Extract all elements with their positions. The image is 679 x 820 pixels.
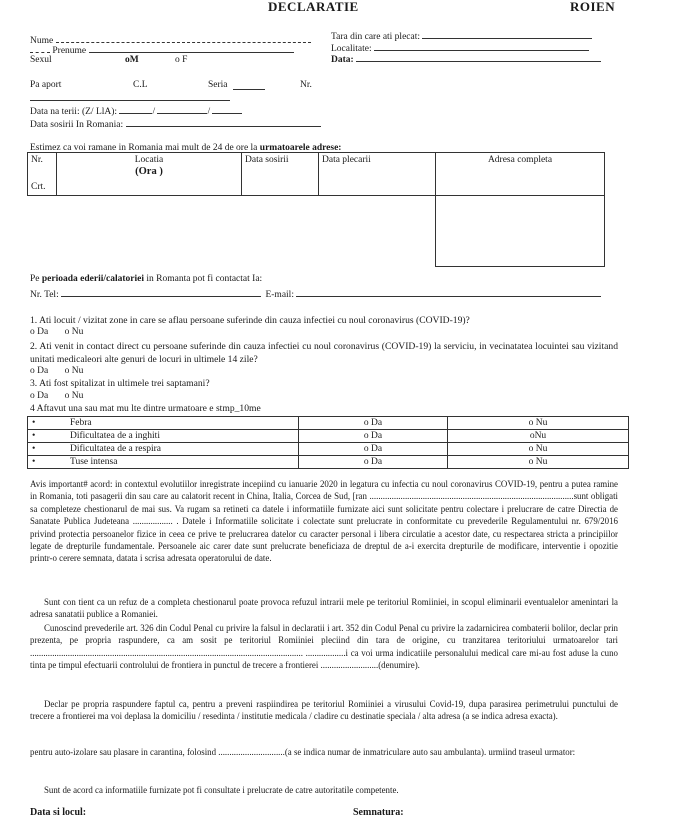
data-row bbox=[331, 53, 601, 66]
stay-intro-text: Estimez ca voi ramane in Romania mai mult de 24 de ore la bbox=[30, 143, 258, 153]
symptoms-table bbox=[27, 416, 629, 469]
symptom-nu-radio[interactable]: o Nu bbox=[448, 443, 629, 456]
symptom-name: Dificultatea de a respira bbox=[66, 443, 299, 456]
address-entry-cell[interactable] bbox=[436, 195, 605, 266]
data-sosirii-row bbox=[30, 118, 321, 131]
q1-answers bbox=[30, 327, 83, 338]
notice-paragraph-2: Sunt con tient ca un refuz de a completa chestionarul poate provoca refuzul intrarii mele pe teritoriul Romiiniei, in scopul eliminarii eventualelor amenintari la adresa sanatatii publice a Romaniei. bbox=[30, 597, 618, 620]
symptom-nu-radio[interactable]: o Nu bbox=[448, 417, 629, 430]
symptom-row bbox=[28, 417, 629, 430]
symptom-da-radio[interactable]: o Da bbox=[299, 443, 448, 456]
col-nr: Nr. Crt. bbox=[28, 153, 57, 196]
contact-intro-bold: perioada ederii/calatoriei bbox=[41, 274, 144, 284]
email-field[interactable] bbox=[296, 288, 601, 297]
question-2: 2. Ati venit in contact direct cu persoane suferinde din cauza infectiei cu noul coronavirus (COVID-19) la serviciu, in vecinatatea locuintei sau vizitand unitati medicaleori alte genuri de locuri in ultimele 14 zile? bbox=[30, 341, 618, 365]
sex-m-radio[interactable]: oM bbox=[125, 55, 139, 65]
col-oras: (Ora ) bbox=[135, 165, 163, 177]
tara-row bbox=[331, 30, 592, 43]
seria-field[interactable] bbox=[233, 80, 265, 90]
localitate-field[interactable] bbox=[374, 42, 589, 51]
notice-paragraph-4: Declar pe propria raspundere faptul ca, pentru a preveni raspiindirea pe teritoriul Romiiniei a virusului Covid-19, dupa parasirea perimetrului punctului de trecere a frontierei ma voi deplasa la domiciliu / resedinta / institutie medicala / cladire cu destinatie speciala / alta adresa (a se indica adresa exacta). bbox=[30, 699, 618, 722]
q2-nu-radio[interactable]: o Nu bbox=[64, 366, 84, 376]
prenume-label: Prenume bbox=[52, 46, 87, 56]
notice-paragraph-1: Avis important# acord: in contextul evolutiilor inregistrate incepiind cu ianuarie 2020 in legatura cu infectia cu noul coronavirus COVID-19, pentru a putea ramine in Romania, toti pasagerii din sau care au calatorit recent in China, Italia, Corcea de Sud, [ran ............................................................................................sunt obligati sa completeze chestionarul de mai sus. Va rugam sa retineti ca datele i informatiile furnizate aici sunt solicitate pentru colectare i prelucrare de catre Directia de Sanatate Publica Judeteana .................. . Datele i Informatiile solicitate i colectate sunt prelucrate in conformitate cu prevederile Regulamentului nr. 679/2016 privind protectia persoanelor fizice in ceea ce prive te prelucrarea datelor cu caracter personal i libera circulatie a acestor date, cu respectarea stricta a principiilor legate de drepturile fundamentale. Persoanele aic carer date sunt prelucrate beneficiaza de dreptul de a-i exercita drepturile de modificare, interventie i opozitie printr-o cerere semnata, datata i scrisa adresata operatorului de date. bbox=[30, 479, 618, 564]
birth-day-field[interactable] bbox=[119, 105, 152, 114]
question-4: 4 Aftavut una sau mat mu lte dintre urmatoare e stmp_10me bbox=[30, 403, 261, 414]
seria-label: Seria bbox=[208, 80, 228, 90]
data-sosirii-label: Data sosirii In Romania: bbox=[30, 120, 124, 130]
symptom-da-radio[interactable]: o Da bbox=[299, 417, 448, 430]
pasaport-label: Pa aport bbox=[30, 80, 62, 90]
question-1: 1. Ati locuit / vizitat zone in care se aflau persoane suferinde din cauza infectiei cu noul coronavirus (COVID-19)? bbox=[30, 315, 470, 326]
cl-label: C.L bbox=[133, 80, 148, 90]
sexul-label: Sexul bbox=[30, 55, 52, 65]
q1-da-radio[interactable]: o Da bbox=[30, 327, 49, 337]
contact-intro-post: in Romanta pot fi contactat Ia: bbox=[146, 274, 263, 284]
contact-intro-pre: Pe bbox=[30, 274, 40, 284]
notice-paragraph-3: Cunoscind prevederile art. 326 din Codul Penal cu privire la falsul in declaratii i art. 352 din Codul Penal cu privire la zadarnicirea combaterii bolilor, declar prin prezenta, pe propria raspundere, ca am sosit pe teritoriul Romiiniei pleciind din tara de origine, cu tranzitarea teritoriului urmatoarelor tari ........................................................................................................................... ..................i ca voi urma indicatiile personalului medical care mi-au fost aduse la cuno tinta pe timpul efectuarii controlului de frontiera in punctul de trecere a frontierei ..........................(denumire). bbox=[30, 623, 618, 671]
symptom-name: Dificultatea de a inghiti bbox=[66, 430, 299, 443]
document-title: DECLARATIE bbox=[268, 0, 359, 14]
col-adresa: Adresa completa bbox=[436, 153, 605, 196]
data-nasterii-row: Data na terii: (Z/ LlA): / / bbox=[30, 105, 242, 118]
email-label: E-mail: bbox=[265, 290, 294, 300]
col-data-sosirii: Data sosirii bbox=[242, 153, 319, 196]
data-sosirii-field[interactable] bbox=[126, 118, 321, 127]
col-crt: Crt. bbox=[31, 181, 46, 192]
prenume-row bbox=[30, 44, 294, 57]
data-label: Data: bbox=[331, 55, 354, 65]
symptom-nu-radio[interactable]: oNu bbox=[448, 430, 629, 443]
tara-label: Tara din care ati plecat: bbox=[331, 32, 421, 42]
tel-field[interactable] bbox=[61, 288, 261, 297]
bullet: • bbox=[28, 443, 67, 456]
bullet: • bbox=[28, 430, 67, 443]
col-data-plecarii: Data plecarii bbox=[319, 153, 436, 196]
symptom-name: Febra bbox=[66, 417, 299, 430]
locations-entry-cell[interactable] bbox=[28, 195, 436, 266]
symptom-row bbox=[28, 443, 629, 456]
q2-da-radio[interactable]: o Da bbox=[30, 366, 49, 376]
sexul-row bbox=[30, 55, 188, 66]
nr-label: Nr. bbox=[300, 80, 312, 90]
q1-nu-radio[interactable]: o Nu bbox=[64, 327, 84, 337]
data-locul-label: Data si locul: bbox=[30, 807, 87, 818]
language-code: ROIEN bbox=[570, 0, 616, 14]
q2-answers bbox=[30, 366, 83, 377]
q3-answers bbox=[30, 391, 83, 402]
tel-label: Nr. Tel: bbox=[30, 290, 59, 300]
nume-field[interactable] bbox=[56, 34, 311, 43]
data-field[interactable] bbox=[356, 53, 601, 62]
birth-month-field[interactable] bbox=[157, 105, 207, 114]
prenume-field[interactable] bbox=[89, 44, 294, 53]
pasaport-number-line[interactable] bbox=[30, 100, 230, 101]
sex-f-radio[interactable]: o F bbox=[175, 55, 188, 65]
symptom-da-radio[interactable]: o Da bbox=[299, 456, 448, 469]
pasaport-row bbox=[30, 80, 330, 91]
nume-label: Nume bbox=[30, 36, 54, 46]
data-nasterii-label: Data na terii: (Z/ LlA): bbox=[30, 107, 118, 117]
question-3: 3. Ati fost spitalizat in ultimele trei saptamani? bbox=[30, 378, 210, 389]
localitate-label: Localitate: bbox=[331, 44, 372, 54]
symptom-nu-radio[interactable]: o Nu bbox=[448, 456, 629, 469]
locations-table bbox=[27, 152, 605, 267]
bullet: • bbox=[28, 417, 67, 430]
tara-field[interactable] bbox=[422, 30, 592, 39]
locations-entry-row[interactable] bbox=[28, 195, 605, 266]
locations-header-row bbox=[28, 153, 605, 196]
col-locatia: Locatia (Ora ) bbox=[57, 153, 242, 196]
stay-intro-bold: urmatoarele adrese: bbox=[259, 143, 342, 153]
notice-paragraph-5: pentru auto-izolare sau plasare in carantina, folosind ..............................(a se indica numar de inmatriculare auto sau ambulanta). urmiind traseul urmator: bbox=[30, 747, 576, 757]
contact-intro bbox=[30, 274, 262, 285]
birth-year-field[interactable] bbox=[212, 105, 242, 114]
symptom-row bbox=[28, 456, 629, 469]
symptom-da-radio[interactable]: o Da bbox=[299, 430, 448, 443]
q3-nu-radio[interactable]: o Nu bbox=[64, 391, 84, 401]
symptom-name: Tuse intensa bbox=[66, 456, 299, 469]
bullet: • bbox=[28, 456, 67, 469]
notice-paragraph-6: Sunt de acord ca informatiile furnizate pot fi consultate i prelucrate de catre autoritatile competente. bbox=[44, 785, 399, 795]
semnatura-label: Semnatura: bbox=[353, 807, 404, 818]
contact-row bbox=[30, 288, 601, 301]
symptom-row bbox=[28, 430, 629, 443]
q3-da-radio[interactable]: o Da bbox=[30, 391, 49, 401]
